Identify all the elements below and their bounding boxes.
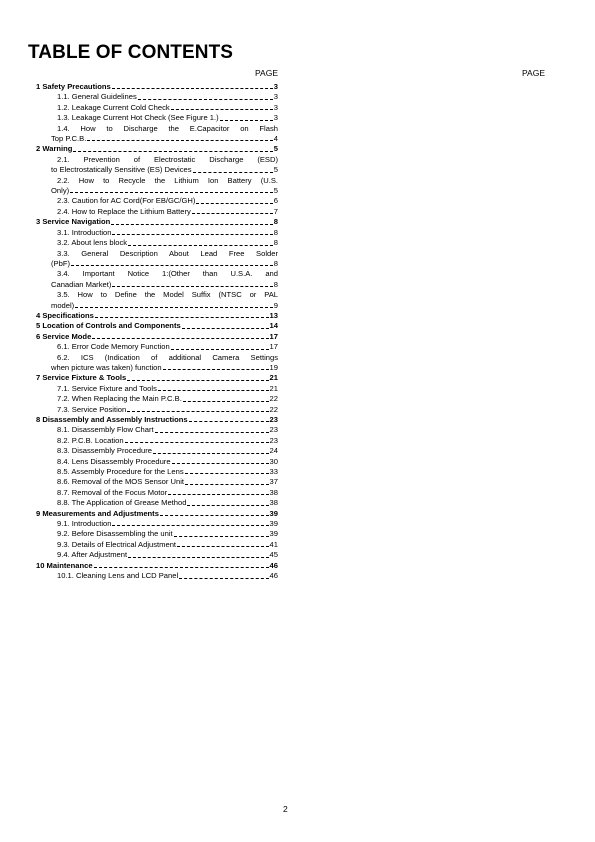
toc-leader-dots: [71, 264, 273, 266]
toc-leader-dots: [163, 368, 269, 370]
toc-entry-page: 5: [273, 186, 278, 196]
toc-leader-dots: [111, 223, 272, 225]
toc-leader-dots: [171, 348, 269, 350]
toc-entry-title: 3.2. About lens block: [57, 238, 128, 248]
toc-leader-dots: [128, 556, 268, 558]
toc-entry-page: 21: [269, 383, 278, 393]
toc-entry[interactable]: [36, 529, 278, 539]
toc-entry-page: 8: [273, 217, 278, 227]
toc-entry-page: 22: [269, 394, 278, 404]
toc-leader-dots: [179, 577, 268, 579]
toc-entry[interactable]: [36, 394, 278, 404]
toc-entry-page: 8: [273, 279, 278, 289]
toc-entry-page: 9: [273, 300, 278, 310]
toc-entry-page: 3: [273, 82, 278, 91]
toc-entry-page: 7: [273, 206, 278, 216]
toc-entry[interactable]: [36, 82, 278, 92]
toc-entry-title: 6.1. Error Code Memory Function: [57, 342, 170, 352]
toc-entry-title: 1.3. Leakage Current Hot Check (See Figure 1.): [57, 113, 219, 123]
toc-entry-title: 3.1. Introduction: [57, 227, 112, 237]
toc-entry-title: 10 Maintenance: [36, 560, 93, 570]
toc-leader-dots: [171, 108, 273, 110]
toc-entry-page: 46: [269, 571, 278, 581]
toc-entry[interactable]: [36, 363, 278, 373]
toc-entry[interactable]: [36, 301, 278, 311]
toc-entry[interactable]: [36, 144, 278, 154]
toc-entry[interactable]: [36, 519, 278, 529]
toc-leader-dots: [185, 483, 269, 485]
toc-entry-title: 2 Warning: [36, 144, 73, 154]
toc-entry-title: 3.5. How to Define the Model Suffix (NTSC or PAL: [57, 290, 278, 300]
toc-entry-page: 3: [273, 102, 278, 112]
toc-entry[interactable]: [36, 228, 278, 238]
toc-entry-page: 45: [269, 550, 278, 560]
toc-entry-title: to Electrostatically Sensitive (ES) Devices: [51, 165, 192, 175]
toc-entry-page: 38: [269, 498, 278, 508]
toc-entry-title: 9.4. After Adjustment: [57, 550, 128, 560]
toc-entry-page: 24: [269, 446, 278, 456]
toc-entry-page: 23: [269, 425, 278, 435]
toc-entry-title: 2.2. How to Recycle the Lithium Ion Battery (U.S.: [57, 175, 278, 185]
toc-entry[interactable]: [36, 321, 278, 331]
toc-entry[interactable]: [36, 290, 278, 300]
toc-entry[interactable]: [36, 488, 278, 498]
toc-entry-title: 3 Service Navigation: [36, 217, 111, 227]
toc-entry-title: 7 Service Fixture & Tools: [36, 373, 127, 383]
toc-entry-title: 9 Measurements and Adjustments: [36, 508, 159, 518]
toc-entry[interactable]: [36, 280, 278, 290]
toc-leader-dots: [168, 493, 268, 495]
toc-entry[interactable]: [36, 353, 278, 363]
toc-entry-page: 39: [269, 529, 278, 539]
toc-entry-page: 23: [269, 415, 278, 424]
toc-entry-title: 9.1. Introduction: [57, 519, 112, 529]
toc-entry-page: 5: [273, 165, 278, 175]
toc-entry-page: 30: [269, 456, 278, 466]
toc-entry-title: 5 Location of Controls and Components: [36, 321, 181, 331]
toc-entry-title: 2.4. How to Replace the Lithium Battery: [57, 206, 191, 216]
toc-entry-title: model): [51, 300, 75, 310]
toc-entry[interactable]: [36, 269, 278, 279]
toc-entry-page: 8: [273, 258, 278, 268]
page-title: TABLE OF CONTENTS: [28, 42, 234, 63]
toc-leader-dots: [70, 191, 273, 193]
toc-entry-page: 8: [273, 227, 278, 237]
toc-entry[interactable]: [36, 249, 278, 259]
toc-entry[interactable]: [36, 155, 278, 165]
toc-entry[interactable]: [36, 311, 278, 321]
toc-entry-title: 9.2. Before Disassembling the unit: [57, 529, 173, 539]
toc-entry[interactable]: [36, 498, 278, 508]
toc-entry-title: 8.1. Disassembly Flow Chart: [57, 425, 154, 435]
toc-entry-page: 5: [273, 144, 278, 154]
toc-entry-title: 4 Specifications: [36, 310, 94, 320]
toc-entry[interactable]: [36, 561, 278, 571]
toc-entry-title: 10.1. Cleaning Lens and LCD Panel: [57, 571, 179, 581]
page-column-header-right: PAGE: [522, 68, 545, 78]
toc-leader-dots: [127, 379, 268, 381]
toc-entry-page: 21: [269, 373, 278, 383]
toc-entry-page: 4: [273, 134, 278, 144]
toc-entry-page: 3: [273, 113, 278, 123]
toc-leader-dots: [153, 452, 269, 454]
toc-entry[interactable]: [36, 207, 278, 217]
toc-leader-dots: [112, 87, 273, 89]
toc-entry-page: 46: [269, 560, 278, 570]
toc-entry-page: 37: [269, 477, 278, 487]
toc-entry[interactable]: [36, 571, 278, 581]
toc-leader-dots: [172, 462, 269, 464]
toc-leader-dots: [73, 150, 272, 152]
toc-entry[interactable]: [36, 259, 278, 269]
toc-entry[interactable]: [36, 467, 278, 477]
toc-entry-title: 8 Disassembly and Assembly Instructions: [36, 415, 188, 424]
toc-leader-dots: [160, 514, 269, 516]
toc-entry[interactable]: [36, 446, 278, 456]
toc-leader-dots: [94, 566, 269, 568]
toc-leader-dots: [125, 441, 269, 443]
toc-entry[interactable]: [36, 176, 278, 186]
toc-entry-title: 8.6. Removal of the MOS Sensor Unit: [57, 477, 185, 487]
toc-entry[interactable]: [36, 186, 278, 196]
toc-entry[interactable]: [36, 124, 278, 134]
toc-entry[interactable]: [36, 217, 278, 227]
toc-entry[interactable]: [36, 92, 278, 102]
toc-entry-title: 6 Service Mode: [36, 331, 92, 341]
toc-entry-page: 41: [269, 539, 278, 549]
toc-entry[interactable]: [36, 415, 278, 425]
toc-leader-dots: [193, 171, 273, 173]
toc-entry-page: 23: [269, 435, 278, 445]
toc-entry-page: 39: [269, 508, 278, 518]
toc-leader-dots: [187, 504, 268, 506]
toc-entry[interactable]: [36, 425, 278, 435]
toc-entry-title: 9.3. Details of Electrical Adjustment: [57, 539, 177, 549]
toc-leader-dots: [112, 285, 272, 287]
toc-entry[interactable]: [36, 134, 278, 144]
toc-entry[interactable]: [36, 384, 278, 394]
toc-entry-title: 7.3. Service Position: [57, 404, 127, 414]
toc-leader-dots: [112, 524, 268, 526]
toc-entry-title: 1.4. How to Discharge the E.Capacitor on Flash: [57, 123, 278, 133]
toc-entry-title: 1.1. General Guidelines: [57, 92, 137, 102]
toc-entry[interactable]: [36, 405, 278, 415]
toc-leader-dots: [92, 337, 268, 339]
table-of-contents: [36, 82, 278, 582]
toc-entry-title: 8.5. Assembly Procedure for the Lens: [57, 467, 184, 477]
toc-leader-dots: [87, 139, 272, 141]
toc-entry-page: 14: [269, 321, 278, 331]
toc-entry-page: 22: [269, 404, 278, 414]
toc-leader-dots: [220, 119, 273, 121]
toc-entry-title: when picture was taken) function: [51, 362, 162, 372]
toc-leader-dots: [128, 244, 273, 246]
toc-entry-title: 7.2. When Replacing the Main P.C.B.: [57, 394, 182, 404]
toc-entry[interactable]: [36, 113, 278, 123]
toc-entry[interactable]: [36, 373, 278, 383]
toc-leader-dots: [155, 431, 269, 433]
toc-leader-dots: [95, 316, 269, 318]
toc-entry-page: 13: [269, 310, 278, 320]
toc-leader-dots: [177, 545, 269, 547]
toc-entry-title: 6.2. ICS (Indication of additional Camera Settings: [57, 352, 278, 362]
toc-entry-title: 1 Safety Precautions: [36, 82, 111, 91]
toc-entry-title: 7.1. Service Fixture and Tools: [57, 383, 157, 393]
toc-leader-dots: [75, 306, 273, 308]
toc-entry-title: Only): [51, 186, 70, 196]
toc-entry-title: 3.3. General Description About Lead Free Solder: [57, 248, 278, 258]
toc-entry-title: 8.8. The Application of Grease Method: [57, 498, 187, 508]
toc-entry[interactable]: [36, 196, 278, 206]
toc-entry[interactable]: [36, 103, 278, 113]
toc-entry-title: Canadian Market): [51, 279, 112, 289]
toc-leader-dots: [174, 535, 269, 537]
footer-page-number: 2: [283, 804, 288, 814]
toc-entry-page: 33: [269, 467, 278, 477]
toc-entry[interactable]: [36, 457, 278, 467]
toc-entry[interactable]: [36, 238, 278, 248]
toc-leader-dots: [185, 472, 269, 474]
toc-leader-dots: [127, 410, 268, 412]
toc-entry-page: 6: [273, 196, 278, 206]
toc-entry[interactable]: [36, 477, 278, 487]
toc-entry-title: 8.3. Disassembly Procedure: [57, 446, 152, 456]
toc-entry[interactable]: [36, 165, 278, 175]
toc-entry-page: 8: [273, 238, 278, 248]
toc-leader-dots: [158, 389, 269, 391]
toc-leader-dots: [138, 98, 273, 100]
toc-leader-dots: [189, 420, 269, 422]
toc-entry-title: 8.2. P.C.B. Location: [57, 435, 124, 445]
toc-entry[interactable]: [36, 550, 278, 560]
toc-entry[interactable]: [36, 540, 278, 550]
toc-entry-page: 19: [269, 362, 278, 372]
toc-entry-page: 17: [269, 331, 278, 341]
toc-entry-title: 3.4. Important Notice 1:(Other than U.S.A. and: [57, 269, 278, 279]
toc-entry-page: 38: [269, 487, 278, 497]
toc-entry-title: (PbF): [51, 258, 70, 268]
toc-entry[interactable]: [36, 342, 278, 352]
toc-entry[interactable]: [36, 332, 278, 342]
toc-entry-title: 2.1. Prevention of Electrostatic Discharge (ESD): [57, 154, 278, 164]
toc-leader-dots: [196, 202, 272, 204]
page-column-header-left: PAGE: [255, 68, 278, 78]
toc-entry-page: 3: [273, 92, 278, 102]
toc-entry-title: Top P.C.B.: [51, 134, 87, 144]
toc-entry[interactable]: [36, 509, 278, 519]
toc-entry-title: 2.3. Caution for AC Cord(For EB/GC/GH): [57, 196, 196, 206]
toc-entry-title: 8.7. Removal of the Focus Motor: [57, 487, 168, 497]
toc-leader-dots: [182, 327, 269, 329]
toc-leader-dots: [183, 400, 269, 402]
toc-leader-dots: [192, 212, 273, 214]
toc-entry-page: 17: [269, 342, 278, 352]
toc-entry-title: 1.2. Leakage Current Cold Check: [57, 102, 170, 112]
toc-leader-dots: [112, 233, 272, 235]
toc-entry[interactable]: [36, 436, 278, 446]
toc-entry-title: 8.4. Lens Disassembly Procedure: [57, 456, 171, 466]
toc-entry-page: 39: [269, 519, 278, 529]
